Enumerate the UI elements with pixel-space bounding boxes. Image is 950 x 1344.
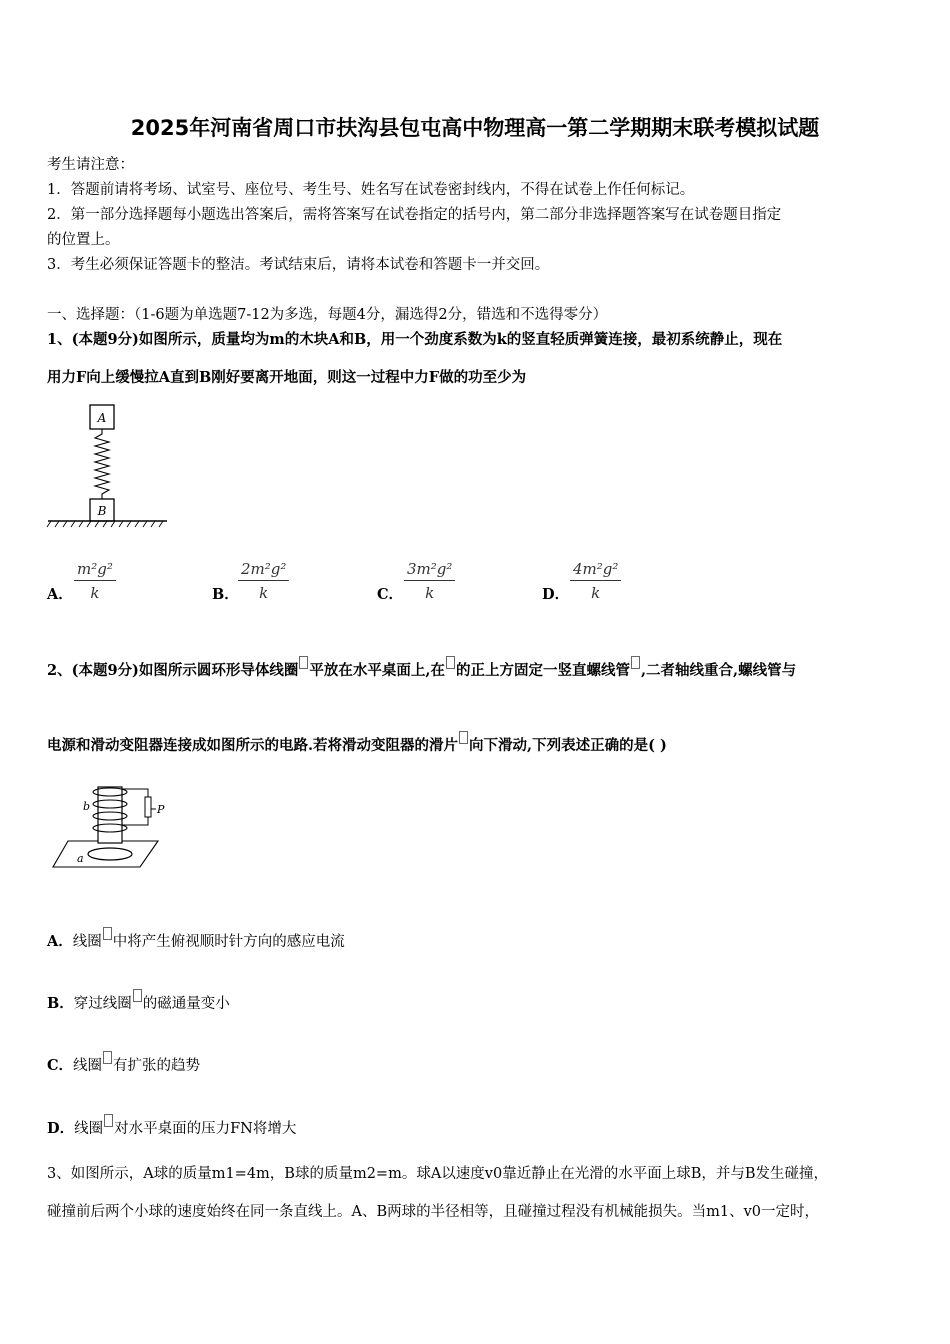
ring-label: a bbox=[77, 852, 84, 865]
q1-option-c-numerator: 3m²g² bbox=[404, 560, 455, 581]
slider-label: P bbox=[157, 803, 165, 816]
q1-option-d-fraction bbox=[570, 560, 621, 602]
rheostat bbox=[145, 797, 151, 817]
section-heading: 一、选择题：（1-6题为单选题7-12为多选，每题4分，漏选得2分，错选和不选得零分） bbox=[47, 307, 608, 323]
notice-item-2: 2．第一部分选择题每小题选出答案后，需将答案写在试卷指定的括号内，第二部分非选择题答案写在试卷题目指定 bbox=[47, 207, 782, 223]
notice-item-3: 3．考生必须保证答题卡的整洁。考试结束后，请将本试卷和答题卡一并交回。 bbox=[47, 257, 550, 273]
q2-option-b: B．穿过线圈 的磁通量变小 bbox=[47, 989, 230, 1013]
q2-text-line1: 2、(本题9分)如图所示圆环形导体线圈 平放在水平桌面上,在 的正上方固定一竖直螺线管 ,二者轴线重合,螺线管与 bbox=[47, 656, 796, 680]
notice-header: 考生请注意： bbox=[47, 157, 134, 173]
q2-solenoid-figure bbox=[50, 775, 165, 875]
q1-option-b-label: B． bbox=[212, 586, 239, 603]
circuit-wire-bottom bbox=[122, 817, 148, 825]
q1-option-a-numerator: m²g² bbox=[74, 560, 116, 581]
q3-text-line2: 碰撞前后两个小球的速度始终在同一条直线上。A、B两球的半径相等，且碰撞过程没有机械能损失。当m1、v0一定时， bbox=[47, 1204, 820, 1220]
q2-text-line2: 电源和滑动变阻器连接成如图所示的电路.若将滑动变阻器的滑片 向下滑动,下列表述正确的是( ) bbox=[47, 731, 667, 755]
q2-option-c: C．线圈 有扩张的趋势 bbox=[47, 1051, 200, 1075]
q1-option-b-numerator: 2m²g² bbox=[238, 560, 289, 581]
q2-option-a: A．线圈 中将产生俯视顺时针方向的感应电流 bbox=[47, 927, 345, 951]
q1-option-d-numerator: 4m²g² bbox=[570, 560, 621, 581]
q3-text-line1: 3、如图所示，A球的质量m1=4m，B球的质量m2=m。球A以速度v0靠近静止在光滑的水平面上球B，并与B发生碰撞， bbox=[47, 1166, 829, 1182]
q1-option-c-denominator: k bbox=[425, 584, 435, 602]
table-surface bbox=[53, 841, 158, 867]
q1-option-a-label: A． bbox=[47, 586, 73, 603]
q2-option-d: D．线圈 对水平桌面的压力FN将增大 bbox=[47, 1114, 296, 1138]
q1-text-line1: 1、(本题9分)如图所示，质量均为m的木块A和B，用一个劲度系数为k的竖直轻质弹簧连接，最初系统静止，现在 bbox=[47, 331, 783, 348]
q1-option-b-denominator: k bbox=[259, 584, 269, 602]
notice-item-2-cont: 的位置上。 bbox=[47, 232, 120, 248]
block-a-label: A bbox=[97, 411, 107, 425]
q1-option-d-denominator: k bbox=[591, 584, 601, 602]
q1-option-b-fraction bbox=[238, 560, 289, 602]
q1-option-c-fraction bbox=[404, 560, 455, 602]
q1-text-line2: 用力F向上缓慢拉A直到B刚好要离开地面，则这一过程中力F做的功至少为 bbox=[47, 369, 527, 386]
q1-option-a-fraction bbox=[74, 560, 116, 602]
q1-option-c-label: C． bbox=[377, 586, 404, 603]
solenoid-label: b bbox=[83, 800, 91, 813]
q1-option-a-denominator: k bbox=[90, 584, 100, 602]
q1-spring-figure bbox=[45, 400, 170, 532]
notice-item-1: 1．答题前请将考场、试室号、座位号、考生号、姓名写在试卷密封线内，不得在试卷上作任何标记。 bbox=[47, 182, 695, 198]
page-title: 2025年河南省周口市扶沟县包屯高中物理高一第二学期期末联考模拟试题 bbox=[130, 116, 820, 140]
ground-hatch bbox=[47, 521, 163, 527]
coil-ring bbox=[88, 848, 132, 860]
block-b-label: B bbox=[97, 504, 107, 518]
spring bbox=[95, 429, 109, 499]
q1-option-d-label: D． bbox=[542, 586, 570, 603]
